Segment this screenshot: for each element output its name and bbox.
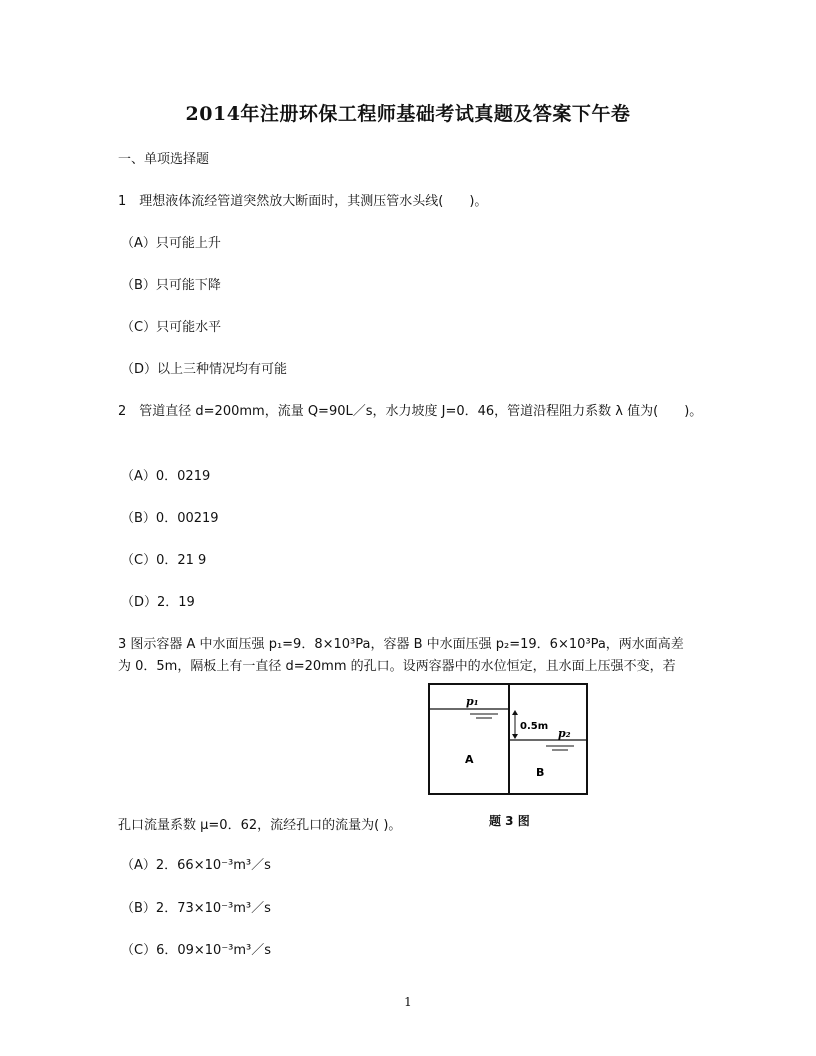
- question-3-stem-line-2: 为 0．5m，隔板上有一直径 d=20mm 的孔口。设两容器中的水位恒定，且水面上压强不变，若: [118, 659, 676, 674]
- question-1-stem: 1 理想液体流经管道突然放大断面时，其测压管水头线( )。: [118, 194, 488, 209]
- question-1-option-c: （C）只可能水平: [121, 320, 222, 335]
- page-title: 2014年注册环保工程师基础考试真题及答案下午卷: [185, 103, 631, 125]
- question-3-option-b: （B）2．73×10⁻³m³／s: [121, 901, 271, 916]
- dimension-arrow-top: [512, 710, 518, 715]
- container-diagram: [428, 683, 588, 795]
- question-2-option-b: （B）0．00219: [121, 511, 219, 526]
- question-1-option-d: （D）以上三种情况均有可能: [121, 362, 288, 377]
- question-3-option-c: （C）6．09×10⁻³m³／s: [121, 943, 272, 958]
- question-2-option-d: （D）2．19: [121, 595, 195, 610]
- label-b: B: [536, 766, 545, 779]
- page-number: 1: [404, 995, 412, 1009]
- question-3-stem-line-1: 3 图示容器 A 中水面压强 p₁=9．8×10³Pa，容器 B 中水面压强 p₂=19．6×10³Pa，两水面高差: [118, 637, 684, 652]
- question-3-stem-line-3: 孔口流量系数 μ=0．62，流经孔口的流量为( )。: [118, 818, 402, 833]
- label-p1: p₁: [466, 695, 479, 708]
- section-heading: 一、单项选择题: [118, 152, 210, 167]
- question-2-option-c: （C）0．21 9: [121, 553, 207, 568]
- question-1-option-b: （B）只可能下降: [121, 278, 221, 293]
- question-1-option-a: （A）只可能上升: [121, 236, 221, 251]
- figure-caption: 题 3 图: [489, 814, 530, 828]
- question-2-stem: 2 管道直径 d=200mm，流量 Q=90L／s，水力坡度 J=0．46，管道沿程阻力系数 λ 值为( )。: [118, 404, 703, 419]
- dimension-arrow-bottom: [512, 734, 518, 739]
- question-3-option-a: （A）2．66×10⁻³m³／s: [121, 858, 271, 873]
- label-p2: p₂: [558, 727, 571, 740]
- question-2-option-a: （A）0．0219: [121, 469, 211, 484]
- label-a: A: [465, 753, 474, 766]
- label-height: 0.5m: [520, 721, 549, 732]
